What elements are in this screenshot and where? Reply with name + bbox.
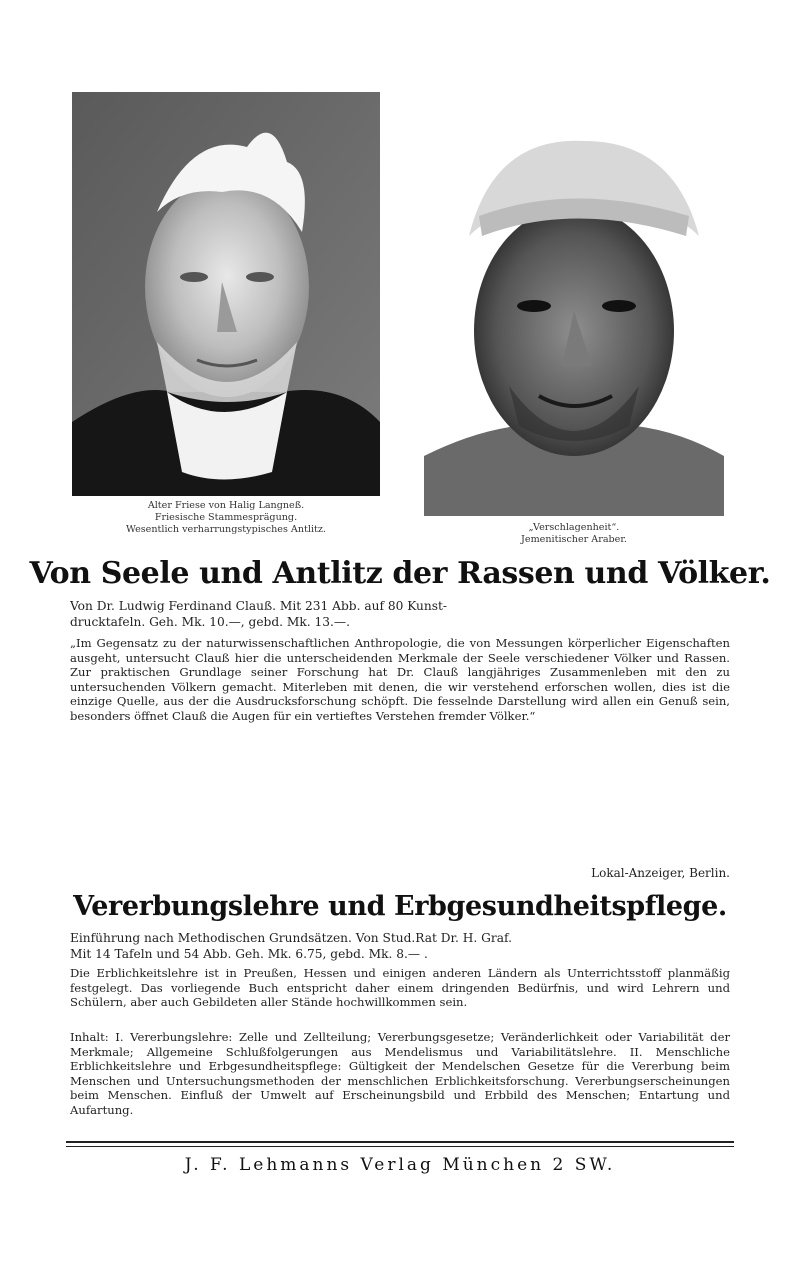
- book-byline: Einführung nach Methodischen Grundsätzen. Von Stud.Rat Dr. H. Graf.: [70, 931, 512, 945]
- book-price: drucktafeln. Geh. Mk. 10.—, gebd. Mk. 13.—.: [70, 615, 350, 629]
- book-contents: Inhalt: I. Vererbungslehre: Zelle und Zellteilung; Vererbungsgesetze; Veränderlichkeit oder Variabilität der Merkmale; Allgemeine Schlußfolgerungen aus Mendelismus und Variabilitätslehre. II. Menschliche Erblichkeitslehre und Erbgesundheitspflege: Gültigkeit der Mendelschen Gesetze für die Vererbung beim Menschen und Untersuchungsmethoden der menschlichen Erblichkeitsforschung. Vererbungserscheinungen beim Menschen. Einfluß der Umwelt auf Erscheinungsbild und Erbbild des Menschen; Entartung und Aufartung.: [70, 1030, 730, 1117]
- publisher-footer: J. F. Lehmanns Verlag München 2 SW.: [184, 1155, 616, 1175]
- book-description: Die Erblichkeitslehre ist in Preußen, Hessen und einigen anderen Ländern als Unterrichtsstoff planmäßig festgelegt. Das vorliegende Buch entspricht daher einem dringenden Bedürfnis, und wird Lehrern und Schülern, aber auch Gebildeten aller Stände hochwillkommen sein.: [70, 966, 730, 1010]
- caption-line: Friesische Stammesprägung.: [154, 512, 298, 523]
- caption-line: Wesentlich verharrungstypisches Antlitz.: [126, 524, 326, 535]
- photo-old-frisian-man: [72, 92, 380, 496]
- book-byline: Von Dr. Ludwig Ferdinand Clauß. Mit 231 Abb. auf 80 Kunst-: [70, 599, 448, 613]
- book-title-vererbungslehre: Vererbungslehre und Erbgesundheitspflege.: [73, 891, 727, 922]
- photo-caption-left: [72, 500, 380, 536]
- divider: [66, 1141, 734, 1143]
- photo-yemenite-man: [424, 96, 724, 516]
- divider: [66, 1146, 734, 1147]
- book-review: „Im Gegensatz zu der naturwissenschaftlichen Anthropologie, die von Messungen körperlicher Eigenschaften ausgeht, untersucht Clauß hier die unterscheidenden Merkmale der Seele verschiedener Völker und Rassen. Zur praktischen Grundlage seiner Forschung hat Dr. Clauß langjähriges Zusammenleben mit den zu untersuchenden Völkern gemacht. Miterleben mit denen, die wir verstehend erforschen wollen, dies ist die einzige Quelle, aus der die Ausdrucksforschung schöpft. Die fesselnde Darstellung wird allen ein Genuß sein, besonders öffnet Clauß die Augen für ein vertieftes Verstehen fremder Völker.“: [70, 636, 730, 723]
- book-title-seele-und-antlitz: Von Seele und Antlitz der Rassen und Völker.: [29, 556, 771, 591]
- caption-line: Alter Friese von Halig Langneß.: [147, 500, 305, 511]
- caption-line: „Verschlagenheit“.: [528, 522, 620, 533]
- caption-line: Jemenitischer Araber.: [521, 534, 627, 545]
- photo-caption-right: [424, 522, 724, 546]
- book-price: Mit 14 Tafeln und 54 Abb. Geh. Mk. 6.75, gebd. Mk. 8.— .: [70, 947, 428, 961]
- review-source: Lokal-Anzeiger, Berlin.: [591, 866, 730, 880]
